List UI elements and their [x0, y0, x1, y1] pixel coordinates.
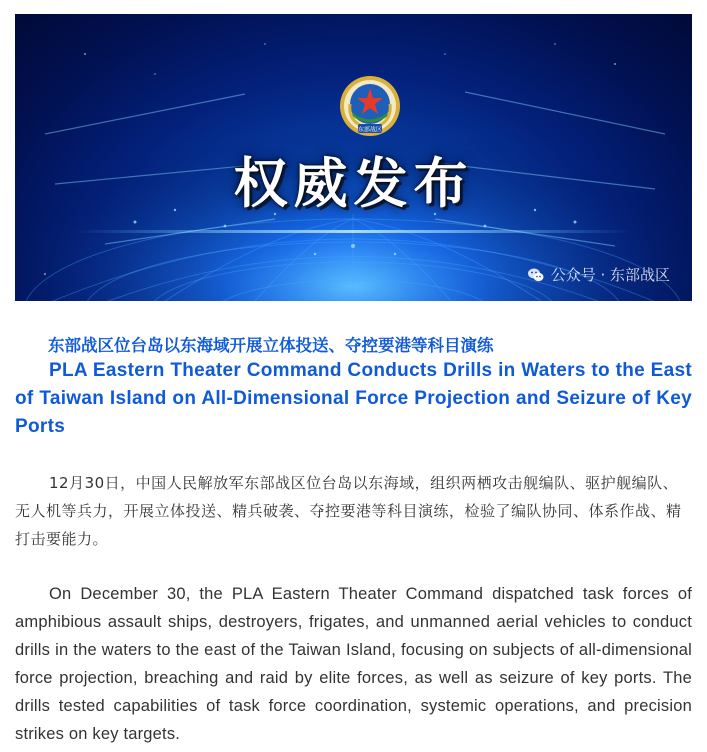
chinese-headline: 东部战区位台岛以东海域开展立体投送、夺控要港等科目演练	[48, 336, 494, 355]
eastern-theater-emblem-icon	[338, 74, 402, 142]
english-body-paragraph: On December 30, the PLA Eastern Theater Command dispatched task forces of amphibious assault ships, destroyers, frigates, and unmanned aerial vehicles to conduct drills in the waters to the east of the Taiwan Island, focusing on subjects of all-dimensional force projection, breaching and raid by elite forces, as well as seizure of key ports. The drills tested capabilities of task force coordination, systemic operations, and precision strikes on key targets.	[15, 585, 692, 743]
banner-image	[15, 14, 692, 301]
english-headline: PLA Eastern Theater Command Conducts Drills in Waters to the East of Taiwan Island on All-Dimensional Force Projection and Seizure of Key Ports	[15, 360, 692, 437]
chinese-body-paragraph: 12月30日，中国人民解放军东部战区位台岛以东海域，组织两栖攻击舰编队、驱护舰编队、无人机等兵力，开展立体投送、精兵破袭、夺控要港等科目演练，检验了编队协同、体系作战、精打击要能力。	[15, 474, 682, 548]
wechat-watermark	[527, 264, 670, 285]
emblem-label: 东部战区	[357, 126, 383, 134]
banner-title: 权威发布	[233, 152, 474, 215]
wechat-icon	[527, 266, 545, 284]
watermark-text: 公众号 · 东部战区	[550, 266, 670, 284]
